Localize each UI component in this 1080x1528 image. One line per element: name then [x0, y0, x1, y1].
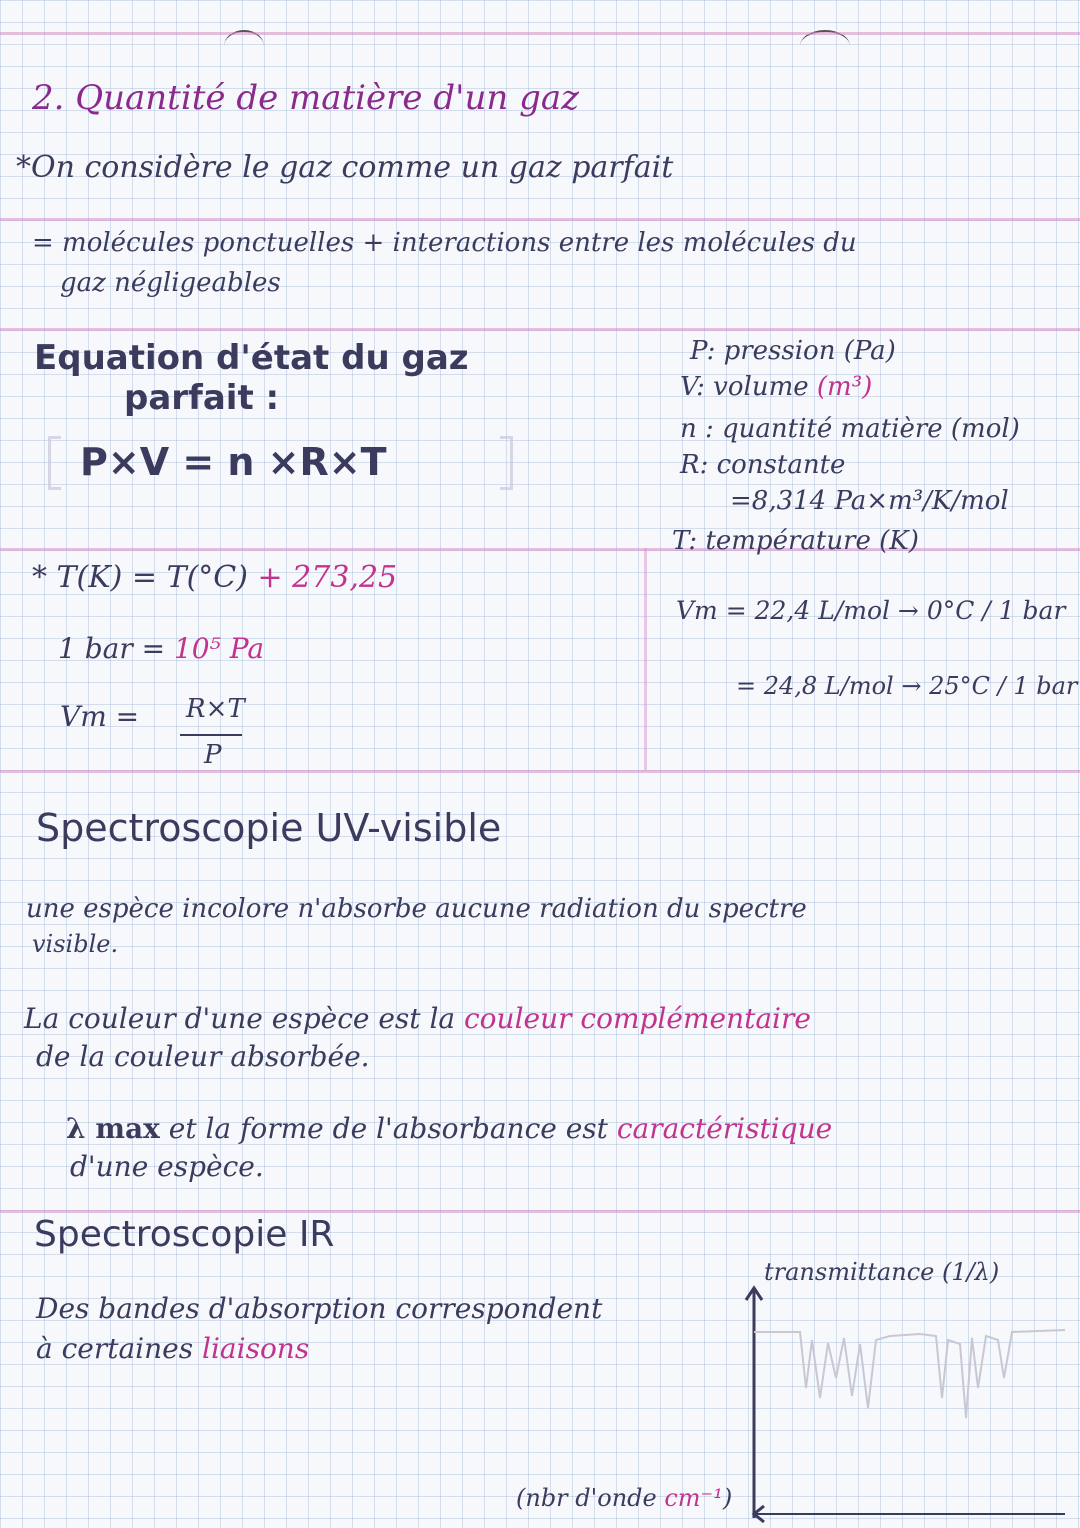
legend-v-text: V: volume: [680, 372, 809, 402]
legend-p: P: pression (Pa): [690, 336, 896, 366]
ir-line2-highlight: liaisons: [202, 1332, 310, 1365]
ir-y-label: transmittance (1/λ): [764, 1258, 1000, 1286]
formula-bracket-right: [500, 436, 513, 490]
uv-p3-line2: d'une espèce.: [70, 1150, 264, 1183]
ir-x-label: [516, 1484, 732, 1512]
rule-2: [0, 328, 1080, 331]
definition-line-1: = molécules ponctuelles + interactions entre les molécules du: [32, 228, 857, 258]
ir-line2-text: à certaines: [36, 1332, 194, 1365]
uv-p3-line1: [66, 1112, 832, 1145]
ir-spectrum-trace: [754, 1330, 1065, 1418]
legend-r: R: constante: [680, 450, 846, 480]
vm-value-1: Vm = 22,4 L/mol → 0°C / 1 bar: [676, 596, 1066, 625]
rule-5: [0, 1210, 1080, 1213]
ir-line2: [36, 1332, 309, 1365]
ir-title: Spectroscopie IR: [34, 1214, 335, 1255]
uv-p2-highlight: couleur complémentaire: [464, 1002, 811, 1035]
legend-n: n : quantité matière (mol): [680, 414, 1020, 444]
ir-spectrum-sketch: [740, 1248, 1070, 1528]
legend-v-unit: (m³): [816, 372, 873, 402]
uv-p3-highlight: caractéristique: [616, 1112, 833, 1145]
equation-heading-1: Equation d'état du gaz: [34, 338, 469, 378]
column-divider: [644, 548, 647, 770]
lambda-max: λ max: [66, 1112, 160, 1145]
uv-p2-text: La couleur d'une espèce est la: [24, 1002, 456, 1035]
bar-conversion-text: 1 bar =: [58, 632, 166, 665]
uv-title: Spectroscopie UV-visible: [36, 806, 502, 850]
uv-p1-line2: visible.: [32, 930, 119, 958]
bar-conversion-value: 10⁵ Pa: [173, 632, 265, 665]
ir-x-label-unit: cm⁻¹: [664, 1484, 723, 1512]
legend-v: [680, 372, 872, 402]
legend-r-value: =8,314 Pa×m³/K/mol: [730, 486, 1009, 516]
uv-p3-text: et la forme de l'absorbance est: [168, 1112, 608, 1145]
formula-bracket-left: [48, 436, 61, 490]
rule-top: [0, 32, 1080, 35]
vm-fraction-bar: [180, 734, 242, 736]
ir-x-label-text: (nbr d'onde: [516, 1484, 657, 1512]
bar-conversion: [58, 632, 264, 665]
section-title: 2. Quantité de matière d'un gaz: [32, 78, 580, 118]
vm-value-2: = 24,8 L/mol → 25°C / 1 bar: [736, 672, 1078, 700]
temperature-conversion-text: * T(K) = T(°C): [32, 560, 248, 595]
definition-line-2: gaz négligeables: [60, 268, 281, 298]
rule-4: [0, 770, 1080, 773]
uv-p2-line1: [24, 1002, 811, 1035]
vm-label: Vm =: [60, 700, 140, 733]
equation-heading-2: parfait :: [124, 378, 280, 418]
vm-numerator: R×T: [186, 694, 245, 724]
ir-x-label-close: ): [722, 1484, 733, 1512]
ideal-gas-formula: P×V = n ×R×T: [80, 440, 387, 484]
temperature-conversion-offset: + 273,25: [257, 560, 398, 595]
rule-1: [0, 218, 1080, 221]
temperature-conversion: [32, 560, 397, 595]
uv-p1-line1: une espèce incolore n'absorbe aucune radiation du spectre: [26, 894, 807, 924]
uv-p2-line2: de la couleur absorbée.: [36, 1040, 370, 1073]
hypothesis-text: *On considère le gaz comme un gaz parfait: [16, 150, 674, 185]
ir-line1: Des bandes d'absorption correspondent: [36, 1292, 603, 1325]
legend-t: T: température (K): [672, 526, 919, 556]
vm-denominator: P: [204, 740, 222, 770]
